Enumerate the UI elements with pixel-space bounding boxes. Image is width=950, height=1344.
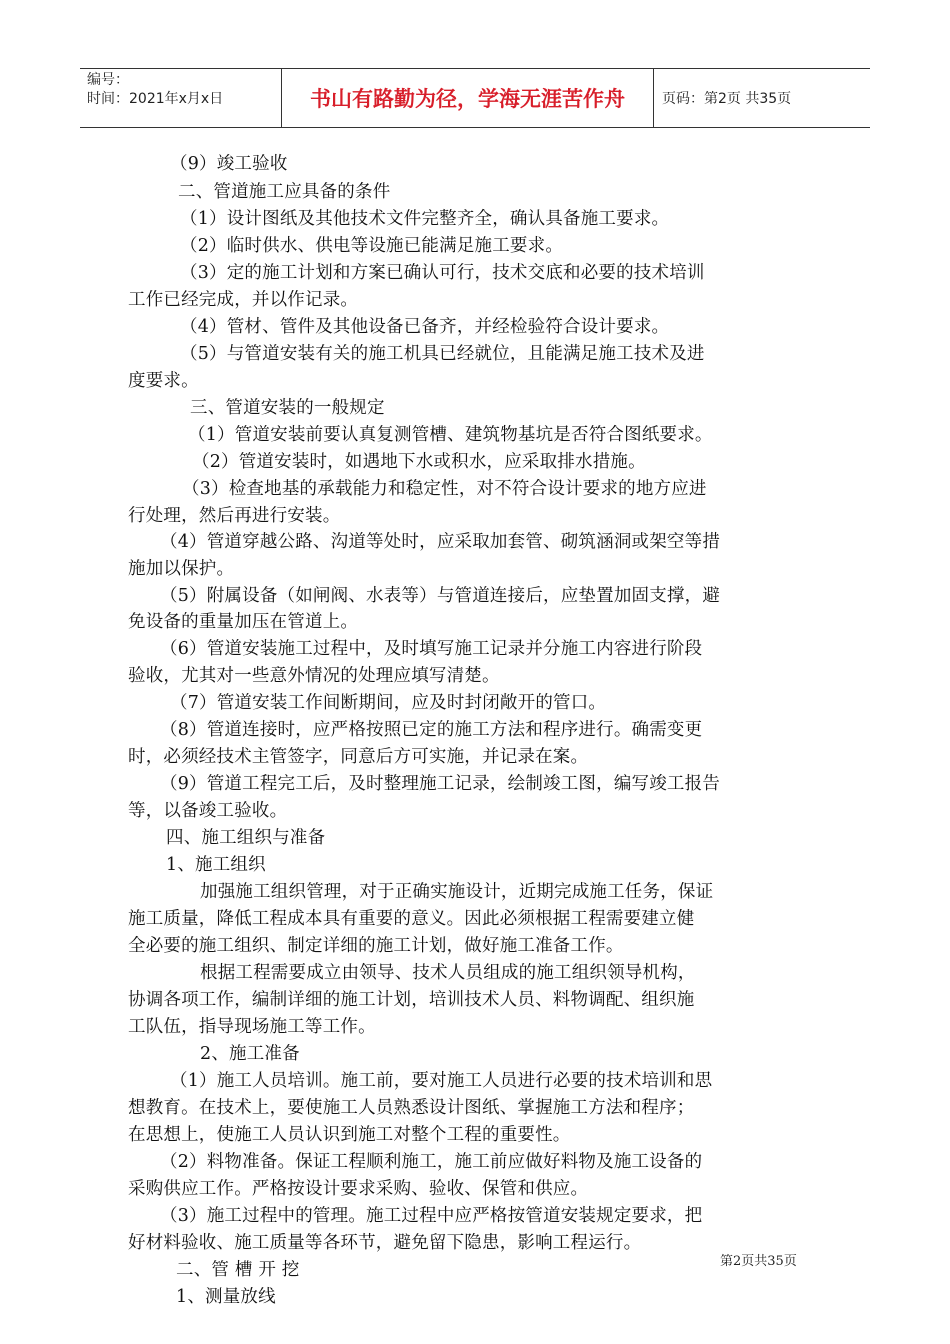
body-line: 工队伍，指导现场施工等工作。 (128, 1017, 376, 1037)
body-line: （9）竣工验收 (170, 154, 288, 174)
body-line: 1、测量放线 (176, 1287, 276, 1307)
body-line: （2）管道安装时，如遇地下水或积水，应采取排水措施。 (192, 452, 646, 472)
body-line: （8）管道连接时，应严格按照已定的施工方法和程序进行。确需变更 (160, 720, 703, 740)
body-line: 四、施工组织与准备 (166, 828, 326, 848)
body-line: （2）临时供水、供电等设施已能满足施工要求。 (180, 236, 564, 256)
body-line: 在思想上，使施工人员认识到施工对整个工程的重要性。 (128, 1125, 571, 1145)
body-line: 免设备的重量加压在管道上。 (128, 612, 359, 632)
body-line: 好材料验收、施工质量等各环节，避免留下隐患，影响工程运行。 (128, 1233, 642, 1253)
body-line: （3）定的施工计划和方案已确认可行，技术交底和必要的技术培训 (180, 263, 705, 283)
body-line: 2、施工准备 (200, 1044, 300, 1064)
body-line: （1）设计图纸及其他技术文件完整齐全，确认具备施工要求。 (180, 209, 670, 229)
page-footer: 第2页共35页 (720, 1254, 797, 1269)
body-line: 施工质量，降低工程成本具有重要的意义。因此必须根据工程需要建立健 (128, 909, 695, 929)
header-page-info: 页码：第2页 共35页 (662, 91, 792, 107)
page-header (80, 68, 870, 128)
body-line: 等，以备竣工验收。 (128, 801, 288, 821)
body-line: 协调各项工作，编制详细的施工计划，培训技术人员、料物调配、组织施 (128, 990, 695, 1010)
document-date: 时间：2021年x月x日 (87, 91, 224, 107)
body-line: 施加以保护。 (128, 559, 235, 579)
body-line: 行处理，然后再进行安装。 (128, 506, 341, 526)
body-line: 采购供应工作。严格按设计要求采购、验收、保管和供应。 (128, 1179, 589, 1199)
body-line: （7）管道安装工作间断期间，应及时封闭敞开的管口。 (170, 693, 607, 713)
body-line: （1）管道安装前要认真复测管槽、建筑物基坑是否符合图纸要求。 (188, 425, 713, 445)
body-line: （4）管材、管件及其他设备已备齐，并经检验符合设计要求。 (180, 317, 670, 337)
body-line: 验收，尤其对一些意外情况的处理应填写清楚。 (128, 666, 500, 686)
body-line: 度要求。 (128, 371, 199, 391)
body-line: 二、管道施工应具备的条件 (178, 182, 391, 202)
body-line: 想教育。在技术上，要使施工人员熟悉设计图纸、掌握施工方法和程序； (128, 1098, 695, 1118)
body-line: （5）附属设备（如闸阀、水表等）与管道连接后，应垫置加固支撑，避 (160, 586, 721, 606)
body-line: 加强施工组织管理，对于正确实施设计，近期完成施工任务，保证 (200, 882, 714, 902)
body-line: （3）检查地基的承载能力和稳定性，对不符合设计要求的地方应进 (182, 479, 707, 499)
body-line: （2）料物准备。保证工程顺利施工，施工前应做好料物及施工设备的 (160, 1152, 703, 1172)
body-line: 工作已经完成，并以作记录。 (128, 290, 359, 310)
body-line: （5）与管道安装有关的施工机具已经就位，且能满足施工技术及进 (180, 344, 705, 364)
body-line: （3）施工过程中的管理。施工过程中应严格按管道安装规定要求，把 (160, 1206, 703, 1226)
header-meta (80, 69, 282, 127)
body-line: 全必要的施工组织、制定详细的施工计划，做好施工准备工作。 (128, 936, 624, 956)
body-line: 三、管道安装的一般规定 (190, 398, 385, 418)
body-line: 1、施工组织 (166, 855, 266, 875)
body-line: （1）施工人员培训。施工前，要对施工人员进行必要的技术培训和思 (170, 1071, 713, 1091)
body-line: 二、管 槽 开 挖 (176, 1260, 300, 1280)
body-line: （9）管道工程完工后，及时整理施工记录，绘制竣工图，编写竣工报告 (160, 774, 721, 794)
header-motto: 书山有路勤为径，学海无涯苦作舟 (282, 69, 654, 127)
body-line: （4）管道穿越公路、沟道等处时，应采取加套管、砌筑涵洞或架空等措 (160, 532, 721, 552)
document-number-label: 编号： (87, 72, 129, 88)
body-line: 根据工程需要成立由领导、技术人员组成的施工组织领导机构， (200, 963, 696, 983)
body-line: 时，必须经技术主管签字，同意后方可实施，并记录在案。 (128, 747, 589, 767)
body-line: （6）管道安装施工过程中，及时填写施工记录并分施工内容进行阶段 (160, 639, 703, 659)
